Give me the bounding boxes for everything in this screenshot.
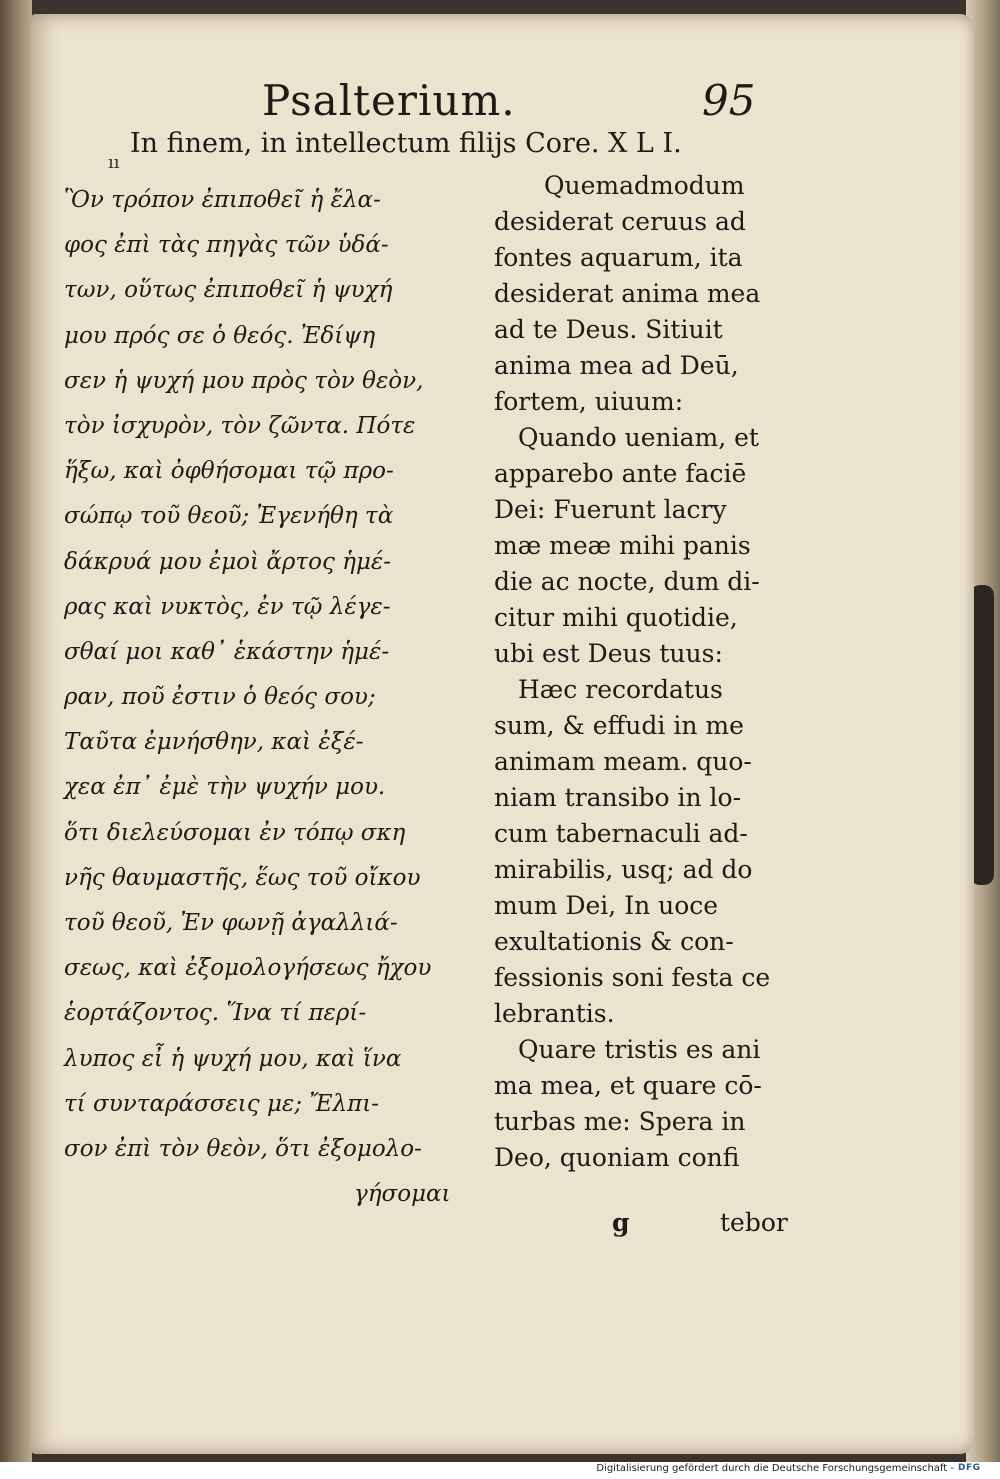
greek-line: σεως, καὶ ἐξομολογήσεως ἤχου xyxy=(64,955,432,982)
latin-line: ma mea, et quare cō- xyxy=(494,1071,762,1100)
greek-line: τί συνταράσσεις με; Ἔλπι- xyxy=(64,1090,380,1117)
latin-line: fontes aquarum, ita xyxy=(494,243,743,272)
catchword: tebor xyxy=(720,1208,788,1237)
greek-line: Ὃν τρόπον ἐπιποθεῖ ἡ ἔλα- xyxy=(64,187,381,213)
latin-line: Quemadmodum xyxy=(544,171,745,200)
latin-line: citur mihi quotidie, xyxy=(494,603,738,632)
greek-line: χεα ἐπ᾽ ἐμὲ τὴν ψυχήν μου. xyxy=(64,774,386,801)
verse-marker: ıı xyxy=(108,152,120,173)
greek-line: ἥξω, καὶ ὀφθήσομαι τῷ προ- xyxy=(64,458,394,485)
greek-line: δάκρυά μου ἐμοὶ ἄρτος ἡμέ- xyxy=(64,548,392,575)
latin-line: ubi est Deus tuus: xyxy=(494,639,723,668)
page-number: 95 xyxy=(702,76,756,125)
latin-line: apparebo ante faciē xyxy=(494,459,747,488)
greek-text-column xyxy=(64,178,484,1217)
latin-line: exultationis & con- xyxy=(494,927,734,956)
greek-line: φος ἐπὶ τὰς πηγὰς τῶν ὑδά- xyxy=(64,232,389,259)
greek-line: σεν ἡ ψυχή μου πρὸς τὸν θεὸν, xyxy=(64,367,424,394)
latin-line: die ac nocte, dum di- xyxy=(494,567,760,596)
greek-line: ὅτι διελεύσομαι ἐν τόπῳ σκη xyxy=(64,819,406,846)
latin-line: mum Dei, In uoce xyxy=(494,891,719,920)
greek-line: γήσομαι xyxy=(354,1181,451,1208)
latin-line: anima mea ad Deū, xyxy=(494,351,739,380)
greek-line: σθαί μοι καθ᾽ ἑκάστην ἡμέ- xyxy=(64,638,390,665)
latin-line: niam transibo in lo- xyxy=(494,783,742,812)
latin-line: mæ meæ mihi panis xyxy=(494,531,751,560)
latin-line: mirabilis, usq; ad do xyxy=(494,855,753,884)
latin-line: lebrantis. xyxy=(494,999,615,1028)
latin-line: sum, & effudi in me xyxy=(494,711,744,740)
greek-line: μου πρός σε ὁ θεός. Ἐδίψη xyxy=(64,322,376,349)
latin-line: Hæc recordatus xyxy=(518,675,723,704)
greek-line: τοῦ θεοῦ, Ἐν φωνῇ ἀγαλλιά- xyxy=(64,910,398,936)
latin-line: Deo, quoniam confi xyxy=(494,1143,740,1172)
greek-line: λυπος εἶ ἡ ψυχή μου, καὶ ἵνα xyxy=(64,1045,402,1072)
signature-mark: g xyxy=(612,1208,630,1237)
greek-line: σον ἐπὶ τὸν θεὸν, ὅτι ἐξομολο- xyxy=(64,1135,422,1162)
greek-line: νῆς θαυμαστῆς, ἕως τοῦ οἴκου xyxy=(64,864,421,891)
latin-line: Quando ueniam, et xyxy=(518,423,759,452)
latin-line: desiderat ceruus ad xyxy=(494,207,746,236)
greek-line: ρας καὶ νυκτὸς, ἐν τῷ λέγε- xyxy=(64,593,391,620)
latin-line: fessionis soni festa ce xyxy=(494,963,771,992)
greek-line: ραν, ποῦ ἐστιν ὁ θεός σου; xyxy=(64,684,376,711)
latin-text-column xyxy=(494,168,788,1176)
greek-line: τὸν ἰσχυρὸν, τὸν ζῶντα. Πότε xyxy=(64,412,416,439)
footer-credit: Digitalisierung gefördert durch die Deutsche Forschungsgemeinschaft - xyxy=(596,1463,954,1474)
latin-line: turbas me: Spera in xyxy=(494,1107,746,1136)
greek-line: Ταῦτα ἐμνήσθην, καὶ ἐξέ- xyxy=(64,729,364,756)
latin-line: cum tabernaculi ad- xyxy=(494,819,748,848)
latin-line: fortem, uiuum: xyxy=(494,387,684,416)
greek-line: των, οὕτως ἐπιποθεῖ ἡ ψυχή xyxy=(64,277,393,304)
latin-line: Dei: Fuerunt lacry xyxy=(494,495,727,524)
book-spine xyxy=(0,0,32,1462)
greek-line: ἑορτάζοντος. Ἵνα τί περί- xyxy=(64,1000,367,1027)
running-title: Psalterium. xyxy=(262,76,516,125)
psalm-heading: In finem, in intellectum filijs Core. X L I. xyxy=(130,128,682,159)
latin-line: Quare tristis es ani xyxy=(518,1035,761,1064)
dfg-logo-icon: DFG xyxy=(958,1463,981,1473)
greek-line: σώπῳ τοῦ θεοῦ; Ἐγενήθη τὰ xyxy=(64,503,394,530)
latin-line: desiderat anima mea xyxy=(494,279,761,308)
latin-line: ad te Deus. Sitiuit xyxy=(494,315,723,344)
latin-line: animam meam. quo- xyxy=(494,747,752,776)
